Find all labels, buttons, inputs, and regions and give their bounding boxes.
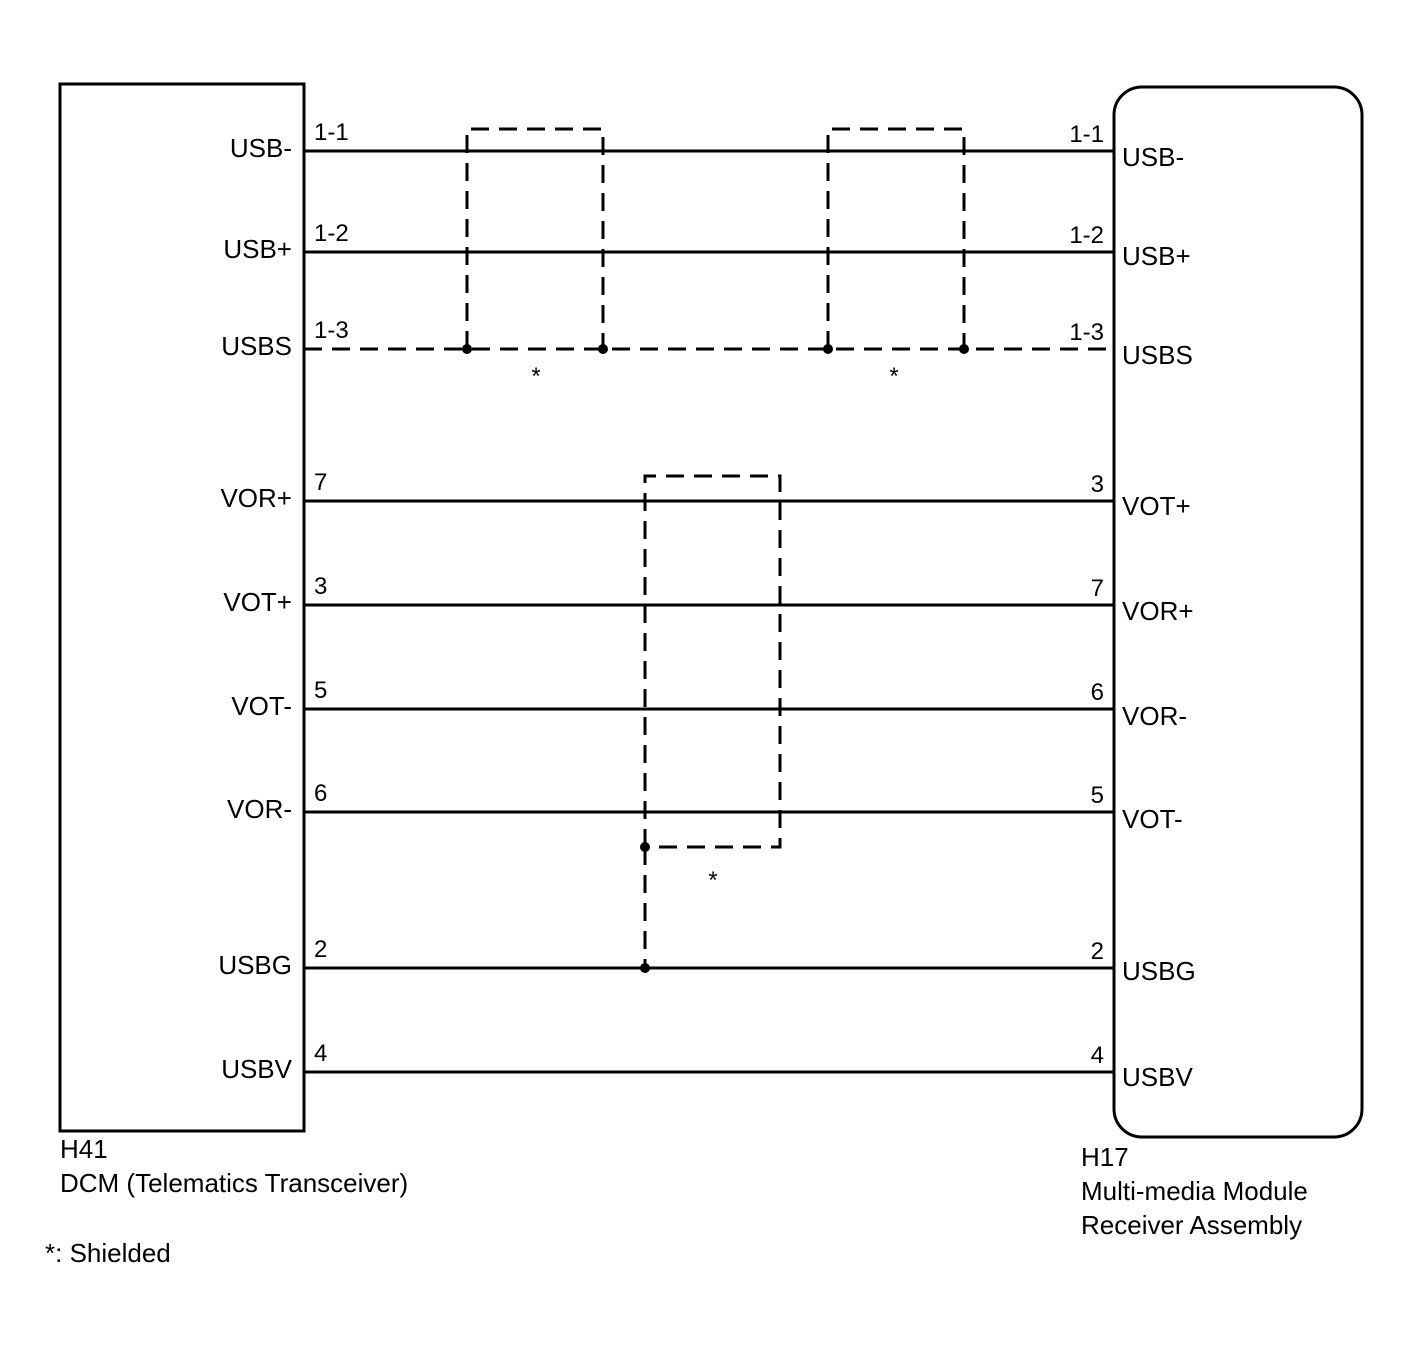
right-pin-number: 1-1 <box>1069 121 1104 148</box>
right-component-name-line-1: Multi-media Module <box>1081 1176 1308 1206</box>
right-pin-number: 5 <box>1090 782 1104 809</box>
left-pin-number: 3 <box>314 573 328 600</box>
junction-dot <box>462 344 472 354</box>
right-pin-name: USBV <box>1122 1062 1193 1092</box>
left-pin-name: USBS <box>221 331 292 361</box>
left-pin-number: 1-1 <box>314 119 349 146</box>
left-pin-name: USB+ <box>223 234 292 264</box>
junction-dot <box>823 344 833 354</box>
right-pin-number: 3 <box>1090 471 1104 498</box>
left-pin-name: USBG <box>218 950 292 980</box>
right-pin-name: USB- <box>1122 142 1185 172</box>
right-pin-name: USB+ <box>1122 241 1191 271</box>
left-component-code: H41 <box>60 1134 108 1164</box>
left-pin-number: 1-3 <box>314 317 349 344</box>
left-pin-name: VOT+ <box>223 587 292 617</box>
left-pin-number: 2 <box>314 936 328 963</box>
right-pin-name: USBS <box>1122 340 1193 370</box>
shield-marker-2: * <box>889 363 899 390</box>
left-pin-name: VOT- <box>231 691 292 721</box>
right-pin-number: 4 <box>1090 1042 1104 1069</box>
junction-dot <box>598 344 608 354</box>
right-pin-number: 1-2 <box>1069 222 1104 249</box>
junction-dot <box>959 344 969 354</box>
shields-layer <box>467 129 964 968</box>
right-pin-name: USBG <box>1122 956 1196 986</box>
right-component-code: H17 <box>1081 1142 1129 1172</box>
right-pin-name: VOR- <box>1122 701 1187 731</box>
shield-marker-3: * <box>708 867 718 894</box>
left-pin-number: 4 <box>314 1040 328 1067</box>
left-pin-name: VOR+ <box>220 483 292 513</box>
left-pin-number: 5 <box>314 677 328 704</box>
right-component-name-line-2: Receiver Assembly <box>1081 1210 1303 1240</box>
shield-marker-1: * <box>531 363 541 390</box>
left-pin-number: 1-2 <box>314 220 349 247</box>
junction-dot <box>640 842 650 852</box>
right-pin-number: 6 <box>1090 679 1104 706</box>
right-pin-name: VOT- <box>1122 804 1183 834</box>
right-pin-number: 2 <box>1090 938 1104 965</box>
left-pin-number: 7 <box>314 469 328 496</box>
shield-legend: *: Shielded <box>45 1238 171 1268</box>
left-component-name: DCM (Telematics Transceiver) <box>60 1168 409 1198</box>
left-pin-name: USB- <box>229 133 292 163</box>
usb-shield-2 <box>828 129 964 349</box>
junction-dot <box>640 963 650 973</box>
right-pin-name: VOR+ <box>1122 596 1194 626</box>
right-pin-name: VOT+ <box>1122 491 1191 521</box>
right-pin-number: 1-3 <box>1069 319 1104 346</box>
left-pin-number: 6 <box>314 780 328 807</box>
usb-shield-1 <box>467 129 603 349</box>
video-shield <box>645 476 780 847</box>
wires-layer <box>304 151 1114 1072</box>
left-pin-name: USBV <box>221 1054 292 1084</box>
right-pin-number: 7 <box>1090 575 1104 602</box>
left-pin-name: VOR- <box>227 794 292 824</box>
